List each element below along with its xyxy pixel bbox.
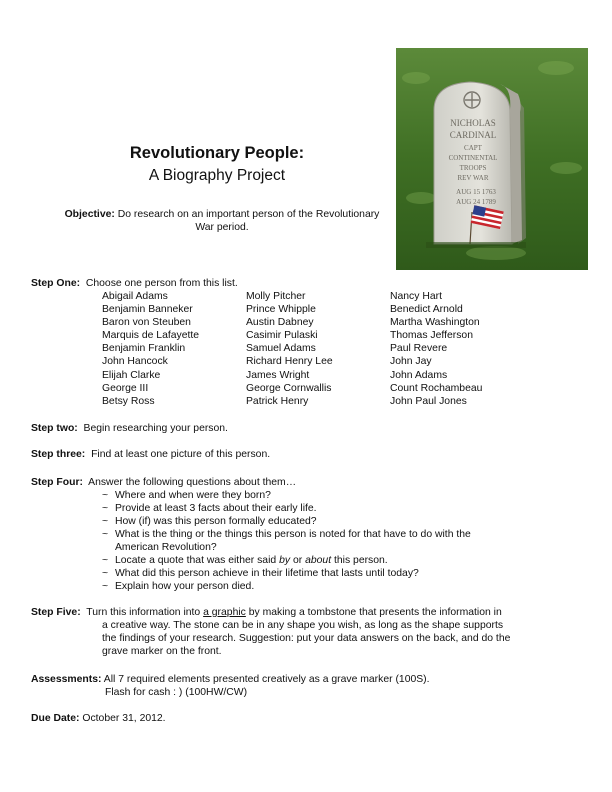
list-item: Thomas Jefferson (390, 330, 473, 342)
gravestone-photo (396, 48, 588, 270)
assessments-line-1: All 7 required elements presented creatively as a grave marker (100S). (103, 674, 430, 685)
list-item: ~ Where and when were they born? (102, 490, 271, 501)
assessments (31, 673, 551, 686)
inscription-line: CARDINAL (449, 130, 497, 140)
list-item: ~ Provide at least 3 facts about their early life. (102, 503, 317, 514)
list-item: Benjamin Banneker (102, 304, 193, 316)
list-item: John Jay (390, 356, 432, 368)
inscription-line: TROOPS (459, 164, 487, 172)
step-one-label: Step One: (31, 278, 81, 289)
inscription-line: NICHOLAS (450, 118, 496, 128)
list-item: John Adams (390, 369, 448, 381)
step-two-text: Begin researching your person. (83, 423, 228, 434)
list-item: Betsy Ross (102, 395, 155, 407)
list-item: Baron von Steuben (102, 317, 191, 329)
inscription-line: AUG 15 1763 (456, 188, 496, 196)
objective-text: Do research on an important person of the Revolutionary War period. (117, 209, 380, 233)
list-item: ~ Explain how your person died. (102, 581, 255, 592)
step-five-label: Step Five: (31, 607, 81, 618)
due-date-label: Due Date: (31, 713, 80, 724)
step-two-label: Step two: (31, 423, 78, 434)
people-column-2 (246, 290, 333, 408)
title-line-1: Revolutionary People: (129, 144, 305, 162)
people-column-1 (102, 290, 199, 408)
list-item: Benedict Arnold (390, 304, 463, 316)
list-item: Count Rochambeau (390, 382, 483, 394)
list-item: Abigail Adams (102, 291, 168, 302)
step-four-text: Answer the following questions about them… (88, 477, 297, 488)
list-item: ~ Locate a quote that was either said by or about this person. (102, 555, 388, 566)
list-item: Nancy Hart (390, 291, 442, 302)
step-five-body: a creative way. The stone can be in any shape you wish, as long as the shape supports the findings of your research. Suggestion: put your data answers on the back, and do the grave marker on the front. (102, 620, 511, 657)
step-four-label: Step Four: (31, 477, 83, 488)
step-three (31, 448, 270, 461)
objective (62, 208, 382, 234)
inscription-line: CAPT (464, 144, 482, 152)
list-item: John Hancock (102, 356, 168, 368)
list-item: Paul Revere (390, 343, 448, 355)
list-item: James Wright (246, 369, 310, 381)
list-item: Austin Dabney (246, 317, 314, 329)
people-column-3 (390, 290, 482, 408)
list-item: George III (102, 382, 149, 394)
list-item: Patrick Henry (246, 395, 309, 407)
inscription-line: REV WAR (457, 174, 489, 182)
assessments-label: Assessments: (31, 674, 102, 685)
step-three-text: Find at least one picture of this person. (91, 449, 271, 460)
step-four (31, 476, 296, 489)
title-line-2: A Biography Project (148, 167, 286, 184)
list-item: George Cornwallis (246, 382, 332, 394)
list-item: Benjamin Franklin (102, 343, 186, 355)
due-date (31, 712, 166, 725)
step-three-label: Step three: (31, 449, 86, 460)
list-item: ~ What did this person achieve in their lifetime that lasts until today? (102, 568, 419, 579)
list-item: Richard Henry Lee (246, 356, 333, 368)
list-item: Prince Whipple (246, 304, 316, 316)
list-item: John Paul Jones (390, 395, 467, 407)
list-item: ~ How (if) was this person formally educated? (102, 516, 317, 527)
list-item: Casimir Pulaski (246, 330, 318, 342)
graphic-link-text: a graphic (203, 607, 246, 618)
step-five: Step Five: Turn this information into a graphic by making a tombstone that presents the information in (31, 607, 502, 618)
question-list (102, 489, 522, 593)
step-one-text: Choose one person from this list. (85, 278, 238, 289)
list-item: Marquis de Lafayette (102, 330, 200, 342)
step-one (31, 277, 238, 290)
list-item: Samuel Adams (246, 343, 316, 355)
inscription-line: AUG 24 1789 (456, 198, 496, 206)
list-item: ~ What is the thing or the things this person is noted for that have to do with the American Revolution? (102, 529, 471, 553)
list-item: Elijah Clarke (102, 369, 161, 381)
due-date-value: October 31, 2012. (82, 713, 166, 724)
list-item: Martha Washington (390, 317, 480, 329)
objective-label: Objective: (64, 209, 115, 220)
assessments-line-2: Flash for cash : ) (100HW/CW) (105, 687, 248, 698)
inscription-line: CONTINENTAL (448, 154, 498, 162)
step-two (31, 422, 228, 435)
gravestone-illustration (396, 48, 588, 270)
list-item: Molly Pitcher (246, 291, 306, 302)
